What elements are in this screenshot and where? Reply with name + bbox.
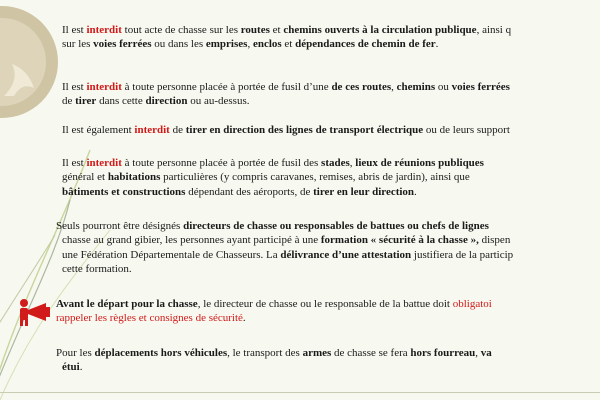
emphasis-text: stades [321,157,350,169]
text-run: chasse au grand gibier, les personnes ayant participé à une [62,234,321,247]
text-run: et [281,38,296,51]
emphasis-text: de ces routes [331,81,392,93]
text-run: , le transport des [227,347,303,359]
text-run: Pour les [56,347,95,359]
text-line [56,297,600,311]
text-line [56,346,600,360]
text-run: , [391,81,397,93]
text-line [62,37,600,51]
emphasis-text: déplacements hors véhicules [94,347,228,359]
text-run: particulières (y compris caravanes, remises, abris de jardin), ainsi que [160,171,470,184]
text-run: une Fédération Départementale de Chasseurs. La [62,248,281,261]
text-run: ou dans les [151,38,206,51]
text-run: Il est [62,157,87,169]
text-line [62,170,600,184]
text-run: dépendant des aéroports, de [185,185,314,198]
emphasis-text: tirer [75,95,97,108]
text-run: , [247,38,253,51]
paragraph-transport [56,346,600,375]
emphasis-text: interdit [134,124,170,136]
text-line [56,219,600,233]
emphasis-text: armes [302,347,332,359]
text-run: Il est [62,24,87,36]
paragraph-roads [62,23,600,52]
text-run: à toute personne placée à portée de fusil d’une [121,81,332,93]
text-run: général et [62,171,108,184]
text-run: ou [435,81,452,93]
text-line [56,248,600,262]
paragraph-shooting-direction [62,80,600,109]
emphasis-text: emprises [205,38,248,51]
text-line [56,360,600,374]
emphasis-text: obligatoi [452,298,492,310]
text-run: cette formation. [62,263,132,276]
text-line [62,185,600,199]
text-run: . [435,38,439,51]
text-line [62,23,600,37]
text-line [62,156,600,170]
emphasis-text: dépendances de chemin de fer [295,38,436,51]
emphasis-text: tirer en leur direction [313,185,415,198]
text-line [62,80,600,94]
slide-bottom-border [0,392,600,393]
emphasis-text: direction [145,95,188,108]
text-run: . [242,312,246,325]
text-run: de chasse se fera [331,347,411,359]
emphasis-text: étui [62,361,80,374]
emphasis-text: directeurs de chasse ou responsables de battues ou chefs de lignes [183,220,489,232]
emphasis-text: bâtiments et constructions [62,185,186,198]
text-run: , [475,347,481,359]
emphasis-text: lieux de réunions publiques [355,157,484,169]
text-run: dans cette [96,95,146,108]
text-run: , [349,157,356,169]
text-run: justifiera de la particip [411,248,514,261]
text-run: dispen [478,234,511,247]
text-run: sur les [62,38,94,51]
text-run: , le directeur de chasse ou le responsable de la battue doit [197,298,453,310]
paragraph-directors [56,219,600,277]
emphasis-text: interdit [86,24,122,36]
emphasis-text: tirer en direction des lignes de transport électrique [185,124,424,136]
text-line [62,94,600,108]
emphasis-text: enclos [252,38,282,51]
paragraph-stadiums [62,156,600,199]
paragraph-before-departure [56,297,600,326]
text-line [56,262,600,276]
text-run: ou au-dessus. [187,95,250,108]
text-run: Seuls pourront être désignés [56,220,184,232]
emphasis-text: chemins ouverts à la circulation publique [283,24,477,36]
text-run: à toute personne placée à portée de fusil des [121,157,322,169]
text-run: Il est également [62,124,135,136]
megaphone-icon [16,298,52,326]
text-run: . [79,361,83,374]
emphasis-text: Avant le départ pour la chasse [56,298,198,310]
emphasis-text: délivrance d’une attestation [280,248,412,261]
emphasis-text: rappeler les règles et consignes de sécurité [56,312,243,325]
text-run: , ainsi q [476,24,512,36]
emphasis-text: interdit [86,157,122,169]
text-run: de [169,124,186,136]
text-run: Il est [62,81,87,93]
text-run: . [414,185,417,198]
text-run: de [62,95,76,108]
emphasis-text: va [480,347,492,359]
emphasis-text: hors fourreau [410,347,476,359]
text-line [56,233,600,247]
text-line [56,311,600,325]
emphasis-text: voies ferrées [451,81,510,93]
emphasis-text: habitations [107,171,161,184]
emphasis-text: routes [240,24,270,36]
text-run: tout acte de chasse sur les [121,24,241,36]
emphasis-text: chemins [396,81,436,93]
paragraph-power-lines [62,123,600,137]
emphasis-text: formation « sécurité à la chasse », [320,234,479,247]
text-run: ou de leurs support [423,124,510,136]
text-run: et [269,24,284,36]
text-line [62,123,600,137]
emphasis-text: voies ferrées [93,38,152,51]
emphasis-text: interdit [86,81,122,93]
